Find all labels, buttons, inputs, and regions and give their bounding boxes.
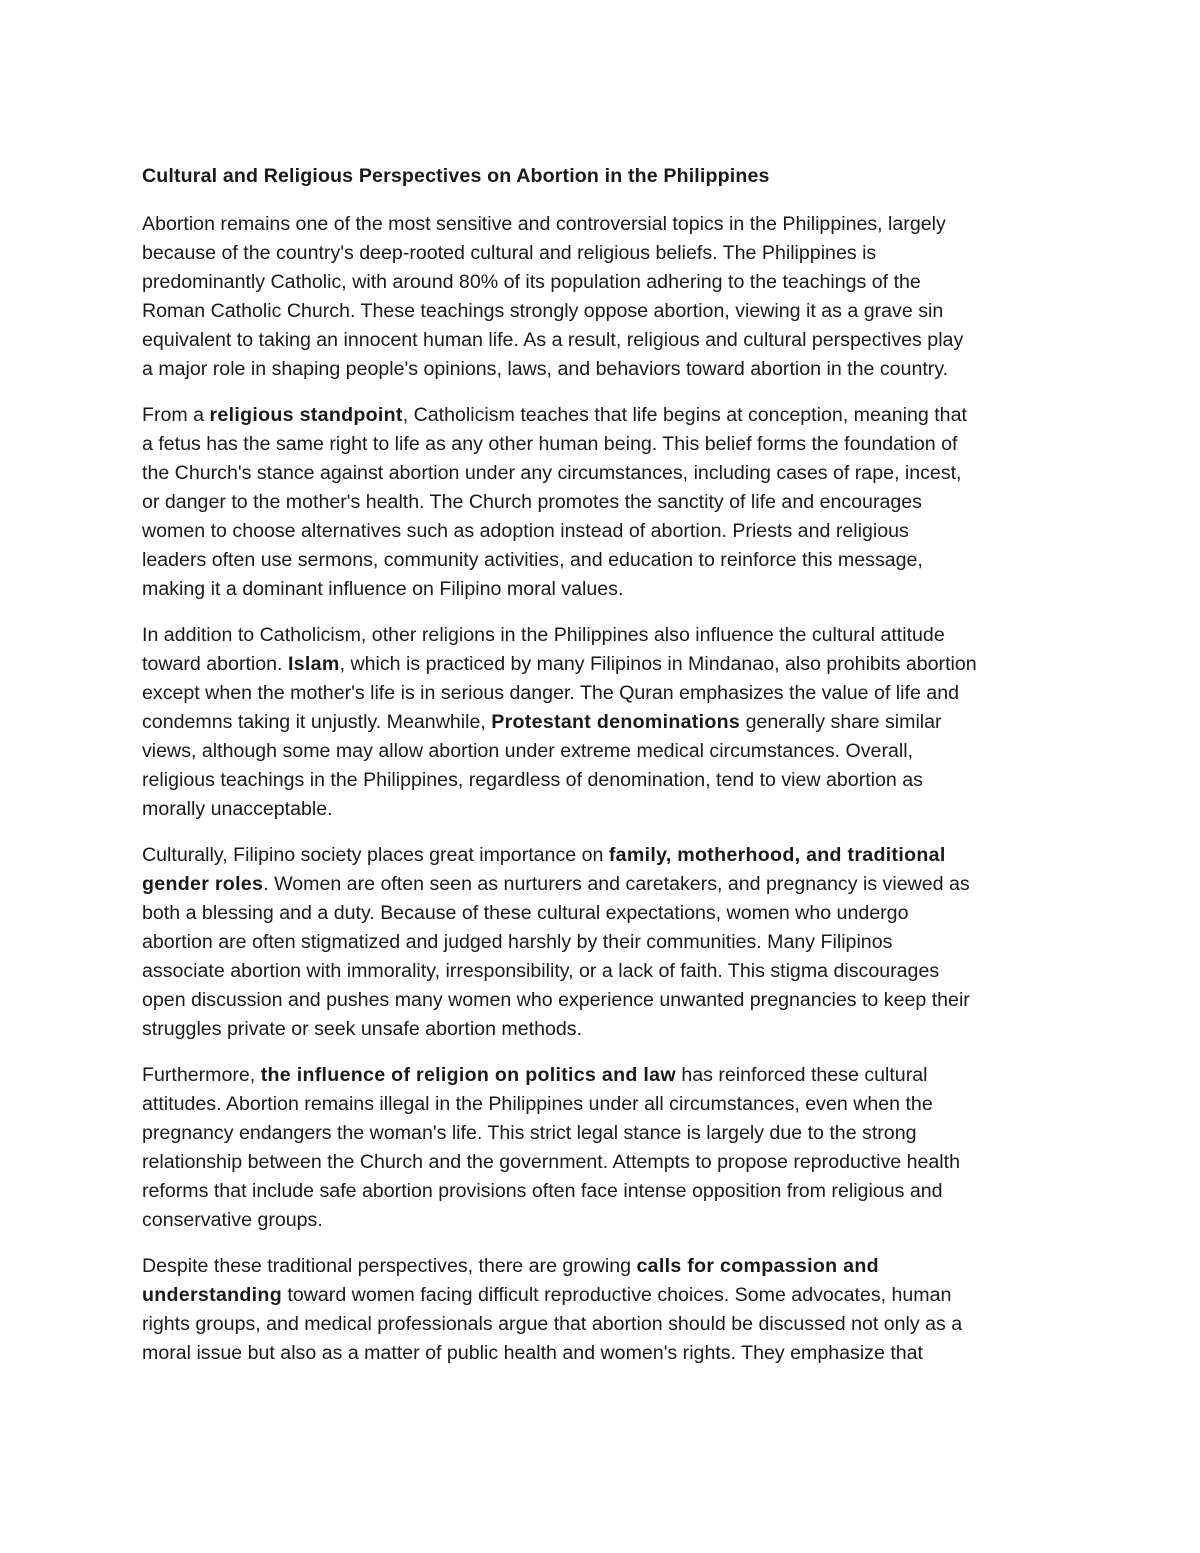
text-segment: open discussion and pushes many women who experience unwanted pregnancies to keep their: [142, 989, 970, 1011]
text-line: [142, 1015, 1067, 1044]
text-segment: attitudes. Abortion remains illegal in the Philippines under all circumstances, even when the: [142, 1093, 933, 1115]
text-segment: pregnancy endangers the woman's life. This strict legal stance is largely due to the strong: [142, 1122, 917, 1144]
text-line: [142, 957, 1067, 986]
text-segment: equivalent to taking an innocent human life. As a result, religious and cultural perspectives play: [142, 329, 964, 351]
text-line: [142, 1339, 1067, 1368]
text-segment: , Catholicism teaches that life begins at conception, meaning that: [402, 404, 967, 426]
text-line: [142, 1061, 1067, 1090]
paragraph: [142, 841, 1067, 1044]
text-line: [142, 546, 1067, 575]
text-segment: abortion are often stigmatized and judged harshly by their communities. Many Filipinos: [142, 931, 893, 953]
text-line: [142, 297, 1067, 326]
paragraph: [142, 1061, 1067, 1235]
bold-phrase: religious standpoint: [209, 404, 403, 426]
text-line: [142, 210, 1067, 239]
text-segment: Roman Catholic Church. These teachings strongly oppose abortion, viewing it as a grave sin: [142, 300, 944, 322]
text-line: [142, 621, 1067, 650]
bold-phrase: calls for compassion and: [636, 1255, 879, 1277]
bold-phrase: the influence of religion on politics and law: [260, 1064, 676, 1086]
text-segment: or danger to the mother's health. The Church promotes the sanctity of life and encourages: [142, 491, 922, 513]
text-line: [142, 488, 1067, 517]
text-segment: struggles private or seek unsafe abortion methods.: [142, 1018, 583, 1040]
text-line: [142, 1119, 1067, 1148]
text-segment: From a: [142, 404, 210, 426]
text-segment: Despite these traditional perspectives, there are growing: [142, 1255, 637, 1277]
paragraph: [142, 210, 1067, 384]
text-line: [142, 708, 1067, 737]
text-segment: In addition to Catholicism, other religions in the Philippines also influence the cultural attitude: [142, 624, 945, 646]
text-segment: making it a dominant influence on Filipino moral values.: [142, 578, 624, 600]
text-segment: the Church's stance against abortion under any circumstances, including cases of rape, incest,: [142, 462, 962, 484]
text-line: [142, 401, 1067, 430]
text-segment: women to choose alternatives such as adoption instead of abortion. Priests and religious: [142, 520, 909, 542]
text-line: [142, 1252, 1067, 1281]
document-body: [142, 162, 1067, 1385]
bold-phrase: Islam: [287, 653, 340, 675]
text-segment: because of the country's deep-rooted cultural and religious beliefs. The Philippines is: [142, 242, 877, 264]
text-line: [142, 795, 1067, 824]
text-line: [142, 326, 1067, 355]
text-line: [142, 679, 1067, 708]
text-segment: views, although some may allow abortion under extreme medical circumstances. Overall,: [142, 740, 914, 762]
text-line: [142, 1206, 1067, 1235]
text-line: [142, 737, 1067, 766]
text-segment: except when the mother's life is in serious danger. The Quran emphasizes the value of life and: [142, 682, 959, 704]
text-segment: morally unacceptable.: [142, 798, 333, 820]
text-line: [142, 766, 1067, 795]
paragraph: [142, 621, 1067, 824]
text-segment: condemns taking it unjustly. Meanwhile,: [142, 711, 492, 733]
text-line: [142, 1281, 1067, 1310]
text-line: [142, 841, 1067, 870]
text-line: [142, 575, 1067, 604]
text-line: [142, 986, 1067, 1015]
text-segment: generally share similar: [740, 711, 942, 733]
paragraph: [142, 401, 1067, 604]
text-segment: predominantly Catholic, with around 80% of its population adhering to the teachings of the: [142, 271, 921, 293]
text-line: [142, 899, 1067, 928]
bold-phrase: Protestant denominations: [491, 711, 741, 733]
text-segment: , which is practiced by many Filipinos in Mindanao, also prohibits abortion: [339, 653, 977, 675]
text-line: [142, 355, 1067, 384]
text-line: [142, 1177, 1067, 1206]
text-line: [142, 1310, 1067, 1339]
text-line: [142, 650, 1067, 679]
text-segment: . Women are often seen as nurturers and caretakers, and pregnancy is viewed as: [263, 873, 970, 895]
text-segment: toward abortion.: [142, 653, 288, 675]
text-segment: relationship between the Church and the government. Attempts to propose reproductive health: [142, 1151, 961, 1173]
text-segment: a major role in shaping people's opinions, laws, and behaviors toward abortion in the country.: [142, 358, 949, 380]
text-segment: toward women facing difficult reproductive choices. Some advocates, human: [281, 1284, 952, 1306]
text-segment: conservative groups.: [142, 1209, 323, 1231]
text-line: [142, 268, 1067, 297]
text-line: [142, 1148, 1067, 1177]
text-line: [142, 239, 1067, 268]
text-segment: reforms that include safe abortion provisions often face intense opposition from religious and: [142, 1180, 943, 1202]
text-segment: associate abortion with immorality, irresponsibility, or a lack of faith. This stigma discourages: [142, 960, 940, 982]
text-segment: rights groups, and medical professionals argue that abortion should be discussed not only as a: [142, 1313, 963, 1335]
text-segment: moral issue but also as a matter of public health and women's rights. They emphasize that: [142, 1342, 924, 1364]
text-line: [142, 928, 1067, 957]
text-segment: leaders often use sermons, community activities, and education to reinforce this message,: [142, 549, 923, 571]
text-segment: Abortion remains one of the most sensitive and controversial topics in the Philippines, largely: [142, 213, 946, 235]
bold-phrase: family, motherhood, and traditional: [608, 844, 946, 866]
paragraph: [142, 1252, 1067, 1368]
text-segment: has reinforced these cultural: [675, 1064, 928, 1086]
text-line: [142, 1090, 1067, 1119]
text-line: [142, 517, 1067, 546]
text-segment: religious teachings in the Philippines, regardless of denomination, tend to view abortion as: [142, 769, 923, 791]
text-segment: Culturally, Filipino society places great importance on: [142, 844, 609, 866]
text-segment: Furthermore,: [142, 1064, 261, 1086]
document-title: Cultural and Religious Perspectives on Abortion in the Philippines: [142, 165, 770, 187]
text-line: [142, 430, 1067, 459]
paragraph-list: [142, 210, 1067, 1368]
bold-phrase: understanding: [142, 1284, 282, 1306]
bold-phrase: gender roles: [142, 873, 264, 895]
text-line: [142, 459, 1067, 488]
text-segment: both a blessing and a duty. Because of these cultural expectations, women who undergo: [142, 902, 909, 924]
text-segment: a fetus has the same right to life as any other human being. This belief forms the foundation of: [142, 433, 958, 455]
text-line: [142, 870, 1067, 899]
